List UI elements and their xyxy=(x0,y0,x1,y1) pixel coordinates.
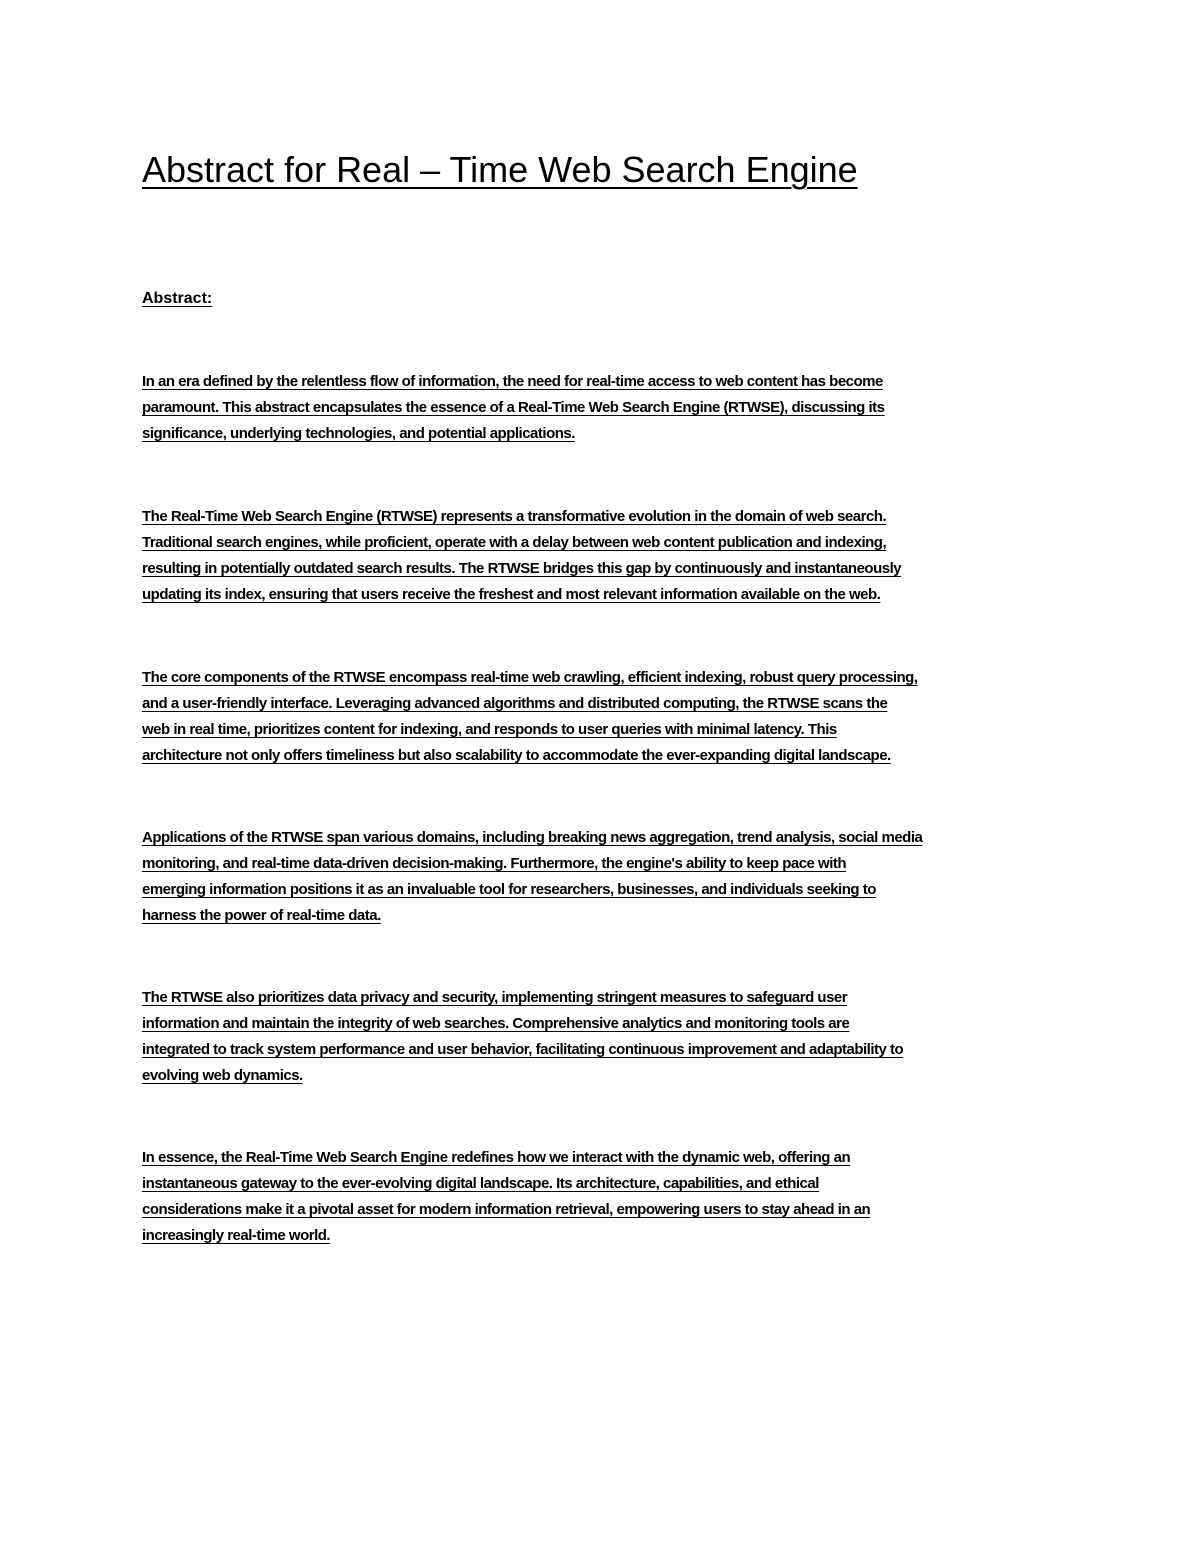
paragraph-line: monitoring, and real-time data-driven decision-making. Furthermore, the engine's ability to keep pace with xyxy=(142,855,847,872)
paragraph-line: evolving web dynamics. xyxy=(142,1067,303,1084)
paragraph-privacy xyxy=(142,985,1082,1089)
paragraph-line: The RTWSE also prioritizes data privacy and security, implementing stringent measures to safeguard user xyxy=(142,989,848,1006)
paragraph-line: paramount. This abstract encapsulates the essence of a Real-Time Web Search Engine (RTWSE), discussing its xyxy=(142,399,885,416)
paragraph-line: significance, underlying technologies, and potential applications. xyxy=(142,425,575,442)
paragraph-line: considerations make it a pivotal asset for modern information retrieval, empowering users to stay ahead in an xyxy=(142,1201,871,1218)
paragraph-line: harness the power of real-time data. xyxy=(142,907,381,924)
paragraph-line: In essence, the Real-Time Web Search Engine redefines how we interact with the dynamic web, offering an xyxy=(142,1149,851,1166)
paragraph-conclusion xyxy=(142,1145,1082,1249)
paragraph-line: information and maintain the integrity of web searches. Comprehensive analytics and monitoring tools are xyxy=(142,1015,850,1032)
paragraph-line: resulting in potentially outdated search results. The RTWSE bridges this gap by continuously and instantaneously xyxy=(142,560,902,577)
paragraph-line: increasingly real-time world. xyxy=(142,1227,331,1244)
paragraph-line: Applications of the RTWSE span various domains, including breaking news aggregation, trend analysis, social media xyxy=(142,829,923,846)
paragraph-intro xyxy=(142,369,1082,447)
abstract-heading: Abstract: xyxy=(142,290,213,307)
paragraph-line: integrated to track system performance and user behavior, facilitating continuous improvement and adaptability to xyxy=(142,1041,904,1058)
paragraph-components xyxy=(142,665,1082,769)
paragraph-line: emerging information positions it as an invaluable tool for researchers, businesses, and individuals seeking to xyxy=(142,881,876,898)
paragraph-line: In an era defined by the relentless flow of information, the need for real-time access to web content has become xyxy=(142,373,883,390)
paragraph-line: web in real time, prioritizes content for indexing, and responds to user queries with minimal latency. This xyxy=(142,721,837,738)
paragraph-overview xyxy=(142,504,1082,608)
paragraph-line: instantaneous gateway to the ever-evolving digital landscape. Its architecture, capabilities, and ethical xyxy=(142,1175,819,1192)
paragraph-line: architecture not only offers timeliness but also scalability to accommodate the ever-expanding digital landscape. xyxy=(142,747,891,764)
paragraph-applications xyxy=(142,825,1082,929)
paragraph-line: The Real-Time Web Search Engine (RTWSE) represents a transformative evolution in the domain of web search. xyxy=(142,508,887,525)
document-title: Abstract for Real – Time Web Search Engine xyxy=(142,149,858,190)
paragraph-line: and a user-friendly interface. Leveraging advanced algorithms and distributed computing, the RTWSE scans the xyxy=(142,695,888,712)
paragraph-line: Traditional search engines, while proficient, operate with a delay between web content publication and indexing, xyxy=(142,534,887,551)
paragraph-line: The core components of the RTWSE encompass real-time web crawling, efficient indexing, robust query processing, xyxy=(142,669,918,686)
paragraph-line: updating its index, ensuring that users receive the freshest and most relevant information available on the web. xyxy=(142,586,881,603)
